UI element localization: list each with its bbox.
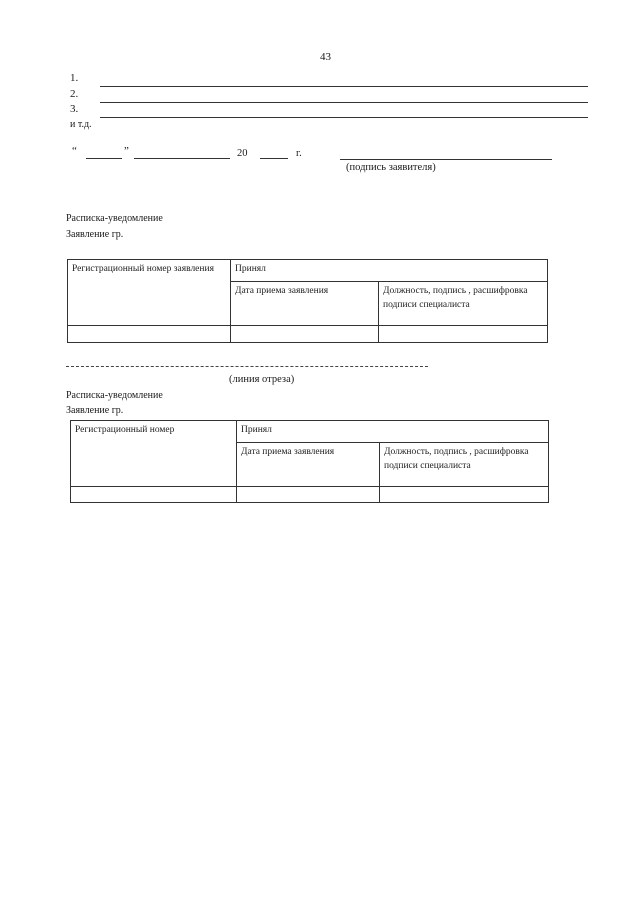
receipt-2-date-cell[interactable]	[237, 487, 380, 503]
receipt-1-position-header: Должность, подпись , расшифровка подписи специалиста	[379, 282, 548, 326]
receipt-2-subtitle: Заявление гр.	[66, 405, 124, 416]
item-3-blank-line	[100, 117, 588, 118]
item-1-blank-line	[100, 86, 588, 87]
year-blank-line	[260, 158, 288, 159]
receipt-2-accepted-header: Принял	[237, 421, 549, 443]
year-prefix: 20	[237, 148, 248, 159]
receipt-2-title: Расписка-уведомление	[66, 390, 163, 401]
receipt-1-reg-number-header: Регистрационный номер заявления	[68, 260, 231, 326]
receipt-1-date-cell[interactable]	[231, 326, 379, 343]
receipt-2-reg-number-header: Регистрационный номер	[71, 421, 237, 487]
signature-blank-line	[340, 159, 552, 160]
receipt-1-accepted-header: Принял	[231, 260, 548, 282]
receipt-2-date-header: Дата приема заявления	[237, 443, 380, 487]
receipt-1-title: Расписка-уведомление	[66, 213, 163, 224]
item-1-label: 1.	[70, 72, 79, 84]
receipt-2-position-cell[interactable]	[380, 487, 549, 503]
receipt-1-date-header: Дата приема заявления	[231, 282, 379, 326]
receipt-2-position-header: Должность, подпись , расшифровка подписи специалиста	[380, 443, 549, 487]
quote-open: “	[72, 145, 77, 157]
receipt-2-reg-number-cell[interactable]	[71, 487, 237, 503]
month-blank-line	[134, 158, 230, 159]
receipt-1-position-cell[interactable]	[379, 326, 548, 343]
year-suffix: г.	[296, 148, 302, 159]
receipt-1-reg-number-cell[interactable]	[68, 326, 231, 343]
quote-close: ”	[124, 145, 129, 157]
page-number: 43	[320, 51, 331, 63]
item-2-blank-line	[100, 102, 588, 103]
signature-caption: (подпись заявителя)	[346, 162, 436, 173]
cut-line	[66, 366, 428, 367]
day-blank-line	[86, 158, 122, 159]
cut-line-caption: (линия отреза)	[229, 374, 295, 385]
item-2-label: 2.	[70, 88, 79, 100]
receipt-1-table	[67, 259, 548, 343]
receipt-2-table	[70, 420, 549, 503]
receipt-1-subtitle: Заявление гр.	[66, 229, 124, 240]
item-3-label: 3.	[70, 103, 79, 115]
etc-label: и т.д.	[70, 119, 92, 130]
